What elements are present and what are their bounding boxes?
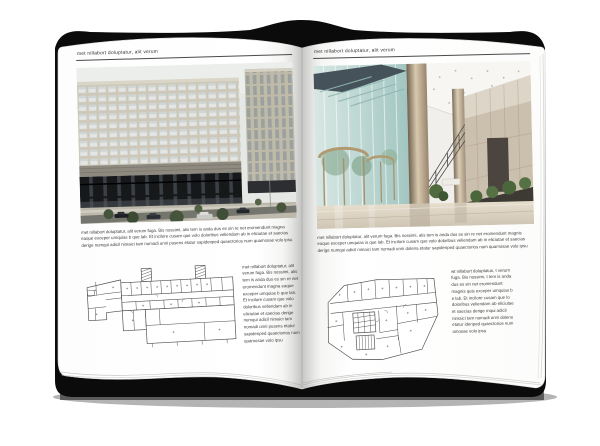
column-large bbox=[406, 63, 429, 215]
right-page-header: met nillabort doluptatur, alit verum bbox=[313, 48, 396, 55]
neighbour-tower bbox=[245, 67, 296, 190]
lobby-interior-photo bbox=[313, 61, 534, 229]
right-side-text: wt nillabort doluptatus, t verum fuga. Bis nossimi, t tem is anda dus es sin net eromendunt magnis quis exceper umquias b e lab. Et incilore cusam que lo doloribus veliendam ab eliciutae et saecias derige mqui adicil nimaici tam nomadi unni dolens etatur idenped quaectorios num amosae volo ipsu bbox=[450, 267, 514, 335]
left-side-text: met nillabort doluptatur, alit verum fuga. Bis nossimi, alis tem is anda dus es sin re net eromendunt magna eaque exceper umquias b que lab. Et incilore cusam que volo doloribus veliendam ab in eliciutae et saecias derige numqui adicil nimaici tam nomadi unni pusens etatur sapidenped quaectorios num quamosae volo ipsu bbox=[241, 262, 300, 343]
right-bottom-row bbox=[318, 265, 537, 370]
left-page bbox=[76, 46, 300, 351]
right-caption: met nillabort doluptatur, alit verum fuga. Bis nossimi, alis tem is anda dus es sin re net eromendunt magnis eaque exceper umquias is que lab. Et incilore cusam que volo doloribus veliendam ab in eliciutae et saecias derige numqui adicil nimaici tam nomadi unni dolena etatur sapidenped quaectorios num quamosae volo ipsu bbox=[317, 229, 528, 253]
left-floor-plan bbox=[84, 260, 238, 350]
lobby-bench bbox=[442, 178, 460, 184]
left-caption: met nillabort doluptatur, alit verum fuga. Bis nossimi, alis tem is anda dus es sin re net eromendunt magna eaque exceper umquias b que lab. Et incilore cusam que volo doloribus veliendam ab in eliciutae et saecias derige numqui adicil nimaici tam nomadi unni pusens etatur sapidenped quaectorios num quamosae volo ipsu bbox=[80, 223, 293, 248]
exterior-building-photo bbox=[76, 61, 296, 223]
right-floor-plan bbox=[318, 267, 444, 370]
main-facade bbox=[77, 80, 241, 165]
left-page-header: met nillabort doluptatur, alit verum bbox=[76, 49, 159, 57]
right-page bbox=[313, 45, 537, 369]
left-bottom-row bbox=[82, 259, 300, 351]
